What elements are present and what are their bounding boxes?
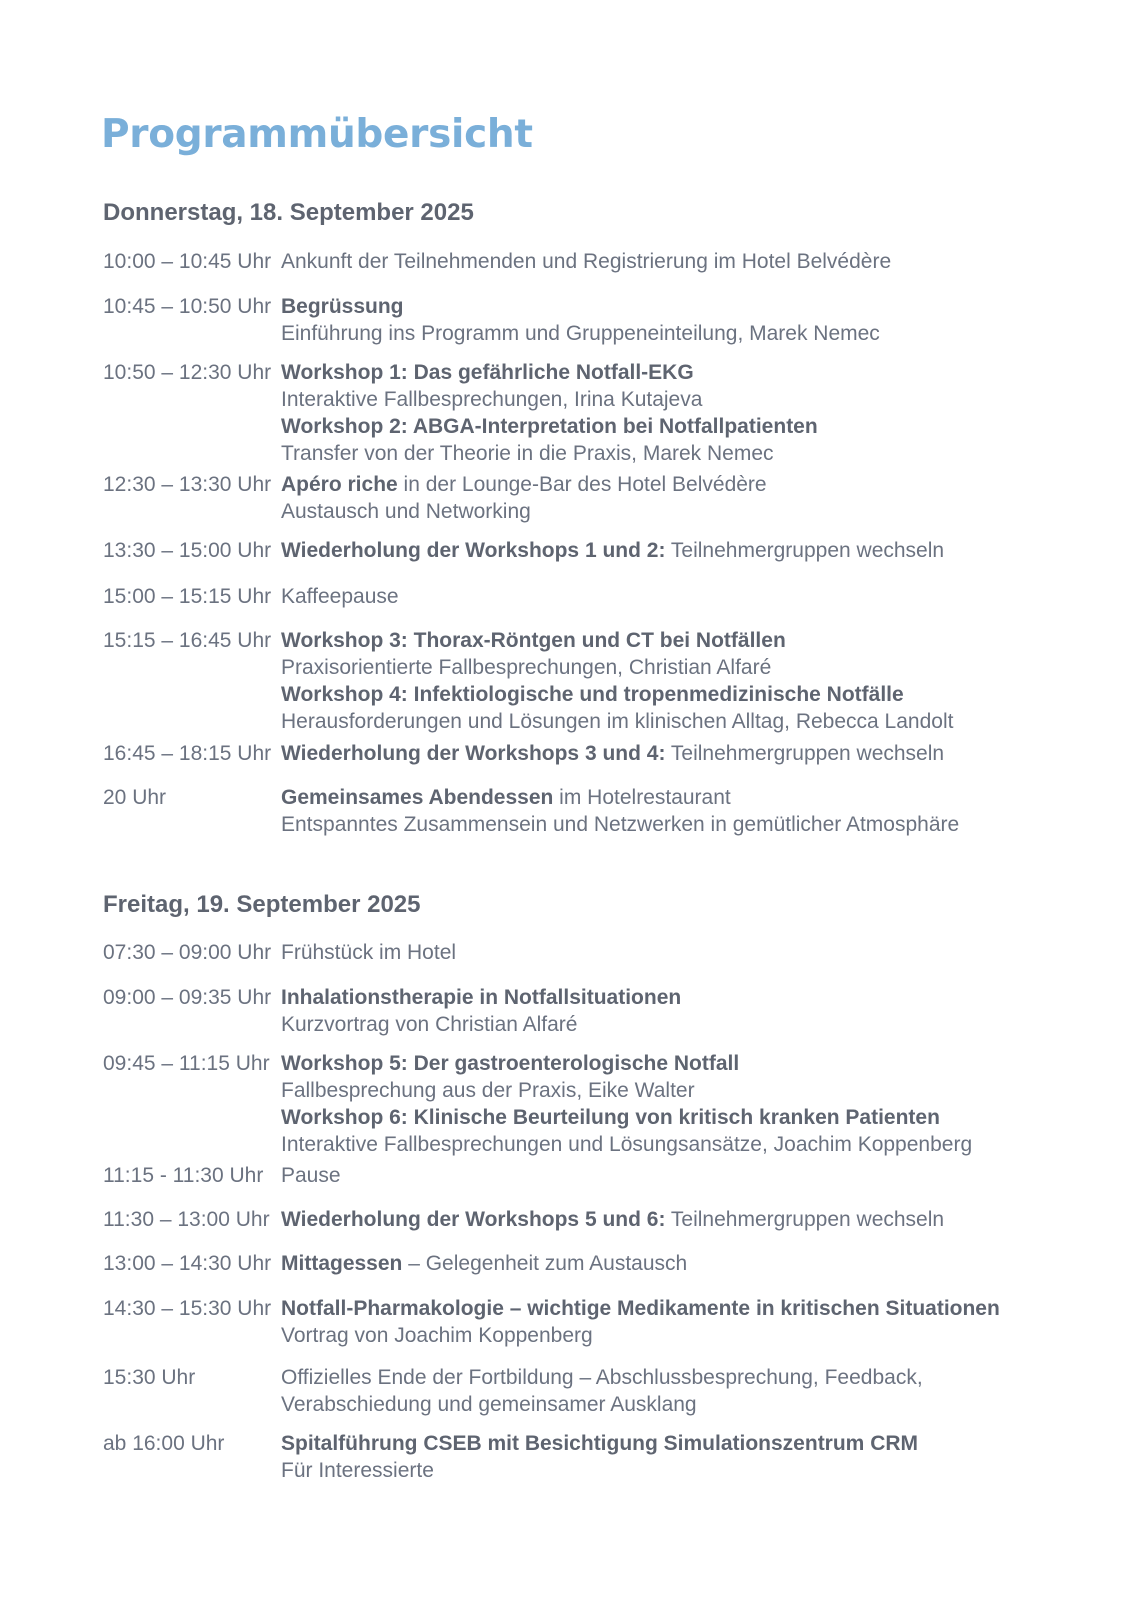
entry-content xyxy=(281,1050,1081,1158)
entry-line xyxy=(281,1162,1081,1189)
entry-content xyxy=(281,627,1081,735)
day-heading: Freitag, 19. September 2025 xyxy=(103,891,421,918)
entry-line xyxy=(281,1011,1081,1038)
entry-line xyxy=(281,359,1081,386)
entry-bold-text: Wiederholung der Workshops 3 und 4: xyxy=(281,742,666,765)
entry-time: 15:30 Uhr xyxy=(103,1366,196,1389)
entry-time: 14:30 – 15:30 Uhr xyxy=(103,1297,272,1320)
entry-line xyxy=(281,627,1081,654)
entry-bold-text: Begrüssung xyxy=(281,295,404,318)
entry-content xyxy=(281,784,1081,838)
entry-time: 16:45 – 18:15 Uhr xyxy=(103,742,272,765)
entry-content xyxy=(281,984,1081,1038)
entry-time: 07:30 – 09:00 Uhr xyxy=(103,941,272,964)
entry-line xyxy=(281,708,1081,735)
entry-bold-text: Workshop 1: Das gefährliche Notfall-EKG xyxy=(281,361,694,384)
entry-text: Offizielles Ende der Fortbildung – Abschlussbesprechung, Feedback, xyxy=(281,1366,923,1389)
entry-line xyxy=(281,293,1081,320)
entry-line xyxy=(281,1364,1081,1391)
entry-bold-text: Mittagessen xyxy=(281,1252,403,1275)
entry-text: Einführung ins Programm und Gruppeneinteilung, Marek Nemec xyxy=(281,322,880,345)
entry-bold-text: Workshop 4: Infektiologische und tropenmedizinische Notfälle xyxy=(281,683,904,706)
entry-content xyxy=(281,939,1081,966)
entry-bold-text: Workshop 2: ABGA-Interpretation bei Notfallpatienten xyxy=(281,415,818,438)
entry-line xyxy=(281,1391,1081,1418)
entry-text: Entspanntes Zusammensein und Netzwerken in gemütlicher Atmosphäre xyxy=(281,813,960,836)
entry-content xyxy=(281,293,1081,347)
entry-bold-text: Gemeinsames Abendessen xyxy=(281,786,554,809)
entry-line xyxy=(281,1250,1081,1277)
entry-text: Interaktive Fallbesprechungen, Irina Kutajeva xyxy=(281,388,703,411)
entry-content xyxy=(281,1364,1081,1418)
entry-line xyxy=(281,1430,1081,1457)
entry-time: 13:30 – 15:00 Uhr xyxy=(103,539,272,562)
entry-text: Pause xyxy=(281,1164,341,1187)
entry-time: 11:15 - 11:30 Uhr xyxy=(103,1164,264,1187)
entry-time: 10:50 – 12:30 Uhr xyxy=(103,361,272,384)
entry-line xyxy=(281,1050,1081,1077)
entry-text: – Gelegenheit zum Austausch xyxy=(402,1252,688,1275)
entry-text: Transfer von der Theorie in die Praxis, Marek Nemec xyxy=(281,442,774,465)
entry-line xyxy=(281,386,1081,413)
entry-line xyxy=(281,440,1081,467)
entry-text: Teilnehmergruppen wechseln xyxy=(665,539,945,562)
entry-bold-text: Workshop 3: Thorax-Röntgen und CT bei Notfällen xyxy=(281,629,786,652)
entry-text: im Hotelrestaurant xyxy=(553,786,731,809)
entry-text: Verabschiedung und gemeinsamer Ausklang xyxy=(281,1393,697,1416)
entry-line xyxy=(281,413,1081,440)
entry-line xyxy=(281,1104,1081,1131)
entry-content xyxy=(281,583,1081,610)
entry-time: 09:00 – 09:35 Uhr xyxy=(103,986,272,1009)
entry-content xyxy=(281,1206,1081,1233)
entry-text: Fallbesprechung aus der Praxis, Eike Walter xyxy=(281,1079,695,1102)
entry-text: Teilnehmergruppen wechseln xyxy=(665,742,945,765)
entry-line xyxy=(281,1131,1081,1158)
entry-text: Austausch und Networking xyxy=(281,500,531,523)
entry-line xyxy=(281,583,1081,610)
entry-content xyxy=(281,1295,1081,1349)
entry-bold-text: Workshop 5: Der gastroenterologische Notfall xyxy=(281,1052,740,1075)
entry-content xyxy=(281,1430,1081,1484)
entry-content xyxy=(281,1250,1081,1277)
entry-line xyxy=(281,498,1081,525)
entry-line xyxy=(281,681,1081,708)
entry-content xyxy=(281,359,1081,467)
day-heading: Donnerstag, 18. September 2025 xyxy=(103,199,474,226)
entry-bold-text: Apéro riche xyxy=(281,473,398,496)
entry-time: ab 16:00 Uhr xyxy=(103,1432,225,1455)
entry-line xyxy=(281,939,1081,966)
entry-text: in der Lounge-Bar des Hotel Belvédère xyxy=(397,473,767,496)
entry-bold-text: Wiederholung der Workshops 5 und 6: xyxy=(281,1208,666,1231)
entry-line xyxy=(281,537,1081,564)
entry-line xyxy=(281,1295,1081,1322)
entry-content xyxy=(281,1162,1081,1189)
entry-content xyxy=(281,471,1081,525)
entry-text: Interaktive Fallbesprechungen und Lösungsansätze, Joachim Koppenberg xyxy=(281,1133,973,1156)
entry-line xyxy=(281,1457,1081,1484)
entry-text: Teilnehmergruppen wechseln xyxy=(665,1208,945,1231)
entry-content xyxy=(281,248,1081,275)
entry-content xyxy=(281,740,1081,767)
entry-time: 09:45 – 11:15 Uhr xyxy=(103,1052,270,1075)
entry-text: Kaffeepause xyxy=(281,585,399,608)
entry-line xyxy=(281,740,1081,767)
page-title: Programmübersicht xyxy=(101,112,533,157)
entry-bold-text: Workshop 6: Klinische Beurteilung von kritisch kranken Patienten xyxy=(281,1106,940,1129)
entry-time: 10:00 – 10:45 Uhr xyxy=(103,250,272,273)
entry-text: Ankunft der Teilnehmenden und Registrierung im Hotel Belvédère xyxy=(281,250,892,273)
entry-text: Kurzvortrag von Christian Alfaré xyxy=(281,1013,578,1036)
entry-line xyxy=(281,984,1081,1011)
entry-line xyxy=(281,1322,1081,1349)
entry-time: 13:00 – 14:30 Uhr xyxy=(103,1252,272,1275)
entry-line xyxy=(281,1206,1081,1233)
entry-time: 11:30 – 13:00 Uhr xyxy=(103,1208,270,1231)
entry-line xyxy=(281,320,1081,347)
entry-time: 15:15 – 16:45 Uhr xyxy=(103,629,272,652)
entry-text: Vortrag von Joachim Koppenberg xyxy=(281,1324,593,1347)
entry-time: 20 Uhr xyxy=(103,786,167,809)
entry-text: Für Interessierte xyxy=(281,1459,434,1482)
entry-line xyxy=(281,248,1081,275)
entry-content xyxy=(281,537,1081,564)
entry-bold-text: Spitalführung CSEB mit Besichtigung Simulationszentrum CRM xyxy=(281,1432,919,1455)
entry-time: 15:00 – 15:15 Uhr xyxy=(103,585,272,608)
entry-line xyxy=(281,654,1081,681)
entry-line xyxy=(281,1077,1081,1104)
entry-line xyxy=(281,811,1081,838)
entry-time: 12:30 – 13:30 Uhr xyxy=(103,473,272,496)
entry-bold-text: Inhalationstherapie in Notfallsituationen xyxy=(281,986,682,1009)
entry-time: 10:45 – 10:50 Uhr xyxy=(103,295,272,318)
entry-text: Praxisorientierte Fallbesprechungen, Christian Alfaré xyxy=(281,656,772,679)
entry-text: Herausforderungen und Lösungen im klinischen Alltag, Rebecca Landolt xyxy=(281,710,954,733)
entry-line xyxy=(281,471,1081,498)
entry-bold-text: Wiederholung der Workshops 1 und 2: xyxy=(281,539,666,562)
entry-line xyxy=(281,784,1081,811)
entry-bold-text: Notfall-Pharmakologie – wichtige Medikamente in kritischen Situationen xyxy=(281,1297,1000,1320)
entry-text: Frühstück im Hotel xyxy=(281,941,457,964)
